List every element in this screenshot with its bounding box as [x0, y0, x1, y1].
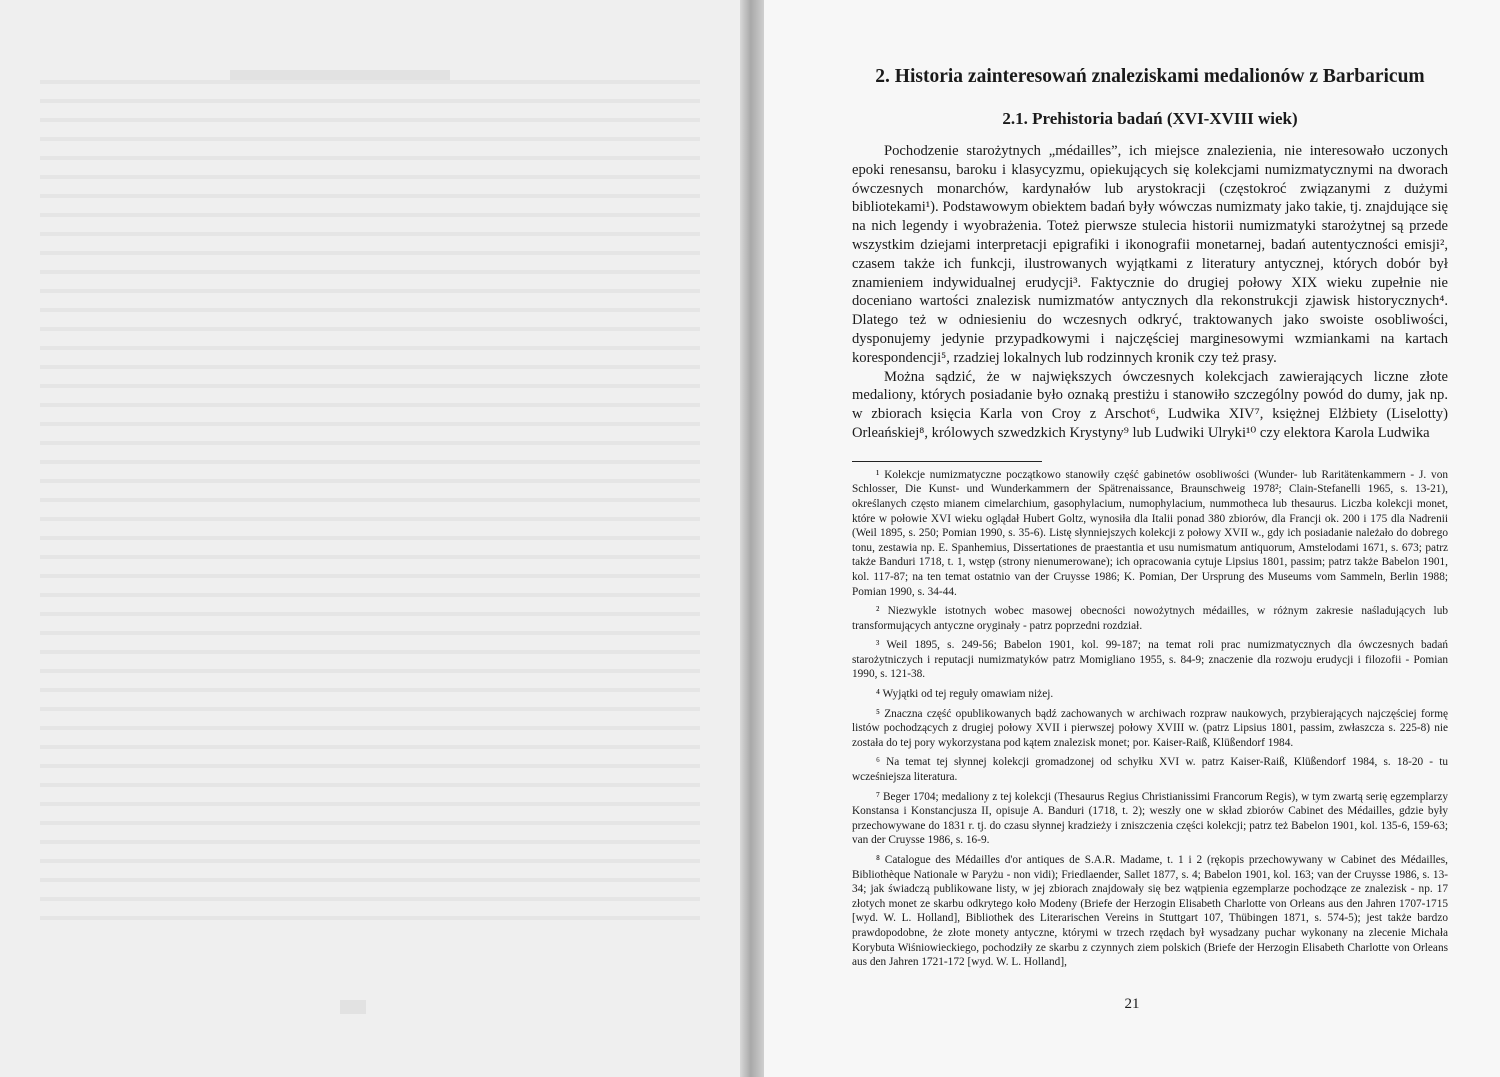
footnote: ⁸ Catalogue des Médailles d'or antiques de S.A.R. Madame, t. 1 i 2 (rękopis przechowywany w Cabinet des Médailles, Bibliothèque Nationale w Paryżu - non vidi); Friedlaender, Sallet 1877, s. 4; Babelon 1901, kol. 163; van der Cruysse 1986, s. 13-34; jak świadczą publikowane listy, w jej zbiorach znajdowały się bez wątpienia egzemplarze pochodzące ze znalezisk - np. 17 złotych monet ze skarbu odkrytego koło Modeny (Briefe der Herzogin Elisabeth Charlotte von Orleans aus den Jahren 1707-1715 [wyd. W. L. Holland], Bibliothek des Literarischen Vereins in Stuttgart 107, Thübingen 1871, s. 574-5); jest także bardzo prawdopodobne, że złote monety antyczne, którymi w trzech rzędach był wysadzany puchar wykonany na zlecenie Michała Korybuta Wiśniowieckiego, pochodziły ze skarbu z czynnych ziem polskich (Briefe der Herzogin Elisabeth Charlotte von Orleans aus den Jahren 1721-172 [wyd. W. L. Holland],	[852, 854, 1448, 969]
body-paragraph: Pochodzenie starożytnych „médailles”, ich miejsce znalezienia, nie interesowało uczonych epoki renesansu, baroku i klasycyzmu, opiekujących się kolekcjami numizmatycznymi na dworach ówczesnych monarchów, kardynałów lub arystokracji (częstokroć związanymi z dużymi bibliotekami¹). Podstawowym obiektem badań były wówczas numizmaty jako takie, tj. znajdujące się na nich legendy i wyobrażenia. Toteż pierwsze stulecia historii numizmatyki starożytnej są przede wszystkim dziejami interpretacji epigrafiki i ikonografii monetarnej, badań autentyczności emisji², czasem także ich funkcji, ilustrowanych wyjątkami z literatury antycznej, których dobór był znamieniem indywidualnej erudycji³. Faktycznie do drugiej połowy XIX wieku zupełnie nie doceniano wartości znalezisk numizmatów antycznych dla rekonstrukcji zjawisk historycznych⁴. Dlatego też w odniesieniu do wczesnych odkryć, traktowanych jako swoiste osobliwości, dysponujemy jedynie przypadkowymi i najczęściej marginesowymi wzmiankami na kartach korespondencji⁵, rzadziej lokalnych lub rodzinnych kronik czy też prasy.	[852, 143, 1448, 366]
left-page-blank	[0, 0, 748, 1077]
left-page-bleedthrough-text	[40, 70, 700, 930]
footnote: ³ Weil 1895, s. 249-56; Babelon 1901, kol. 99-187; na temat roli prac numizmatycznych dla ówczesnych badań starożytniczych i reputacji numizmatyków patrz Momigliano 1955, s. 84-9; znaczenie dla rozwoju erudycji i filozofii - Pomian 1990, s. 121-38.	[852, 639, 1448, 681]
body-text	[852, 142, 1448, 443]
page-number: 21	[1124, 996, 1140, 1012]
footnote: ¹ Kolekcje numizmatyczne początkowo stanowiły część gabinetów osobliwości (Wunder- lub Raritätenkammern - J. von Schlosser, Die Kunst- und Wunderkammern der Spätrenaissance, Braunschweig 1978²; Clain-Stefanelli 1965, s. 13-21), określanych często mianem cimelarchium, gasophylacium, numophylacium, nummotheca lub thesaurus. Liczba kolekcji monet, które w połowie XVI wieku oglądał Hubert Goltz, wynosiła dla Italii ponad 380 zbiorów, dla Francji ok. 200 i 175 dla Nadrenii (Weil 1895, s. 250; Pomian 1990, s. 35-6). Listę słynniejszych kolekcji z połowy XVII w., gdy ich posiadanie należało do dobrego tonu, zestawia np. E. Spanhemius, Dissertationes de praestantia et usu numismatum antiquorum, Amstelodami 1671, s. 673; patrz także Banduri 1718, t. 1, wstęp (strony nienumerowane); ich opracowania cytuje Lipsius 1801, passim; patrz także Babelon 1901, kol. 117-87; na ten temat ostatnio van der Cruysse 1986; K. Pomian, Der Ursprung des Museums vom Sammeln, Berlin 1988; Pomian 1990, s. 34-44.	[852, 468, 1448, 598]
footnote: ⁶ Na temat tej słynnej kolekcji gromadzonej od schyłku XVI w. patrz Kaiser-Raiß, Klüßendorf 1984, s. 18-20 - tu wcześniejsza literatura.	[852, 756, 1448, 784]
footnote: ² Niezwykle istotnych wobec masowej obecności nowożytnych médailles, w różnym zakresie naśladujących lub transformujących antyczne oryginały - patrz poprzedni rozdział.	[852, 605, 1448, 632]
footnote: ⁷ Beger 1704; medaliony z tej kolekcji (Thesaurus Regius Christianissimi Francorum Regis), w tym zwartą serię egzemplarzy Konstansa i Konstancjusza II, opisuje A. Banduri (1718, t. 2); weszły one w skład zbiorów Cabinet des Médailles, gdzie były przechowywane do 1831 r. tj. do czasu słynnej kradzieży i zniszczenia części kolekcji; patrz też Babelon 1901, kol. 135-6, 159-63; van der Cruysse 1986, s. 16-9.	[852, 790, 1448, 847]
body-paragraph: Można sądzić, że w największych ówczesnych kolekcjach zawierających liczne złote medaliony, których posiadanie było oznaką prestiżu i stanowiło szczególny powód do dumy, jak np. w zbiorach księcia Karla von Croy z Arschot⁶, Ludwika XIV⁷, księżnej Elżbiety (Liselotty) Orleańskiej⁸, królowych szwedzkich Krystyny⁹ lub Ludwiki Ulryki¹⁰ czy elektora Karola Ludwika	[852, 368, 1448, 441]
page-content	[852, 64, 1448, 975]
footnote: ⁵ Znaczna część opublikowanych bądź zachowanych w archiwach rozpraw naukowych, przybierających najczęściej formę listów pochodzących z drugiej połowy XVII i pierwszej połowy XVIII w. (patrz Lipsius 1801, passim, zwłaszcza s. 225-8) nie została do tej pory wykorzystana pod kątem znalezisk monet; por. Kaiser-Raiß, Klüßendorf 1984.	[852, 707, 1448, 749]
footnote-separator	[852, 461, 1042, 462]
chapter-title: 2. Historia zainteresowań znaleziskami medalionów z Barbaricum	[875, 66, 1425, 87]
book-gutter	[740, 0, 764, 1077]
right-page	[764, 0, 1500, 1077]
footnote: ⁴ Wyjątki od tej reguły omawiam niżej.	[876, 688, 1054, 701]
left-page-bleedthrough-number	[340, 1000, 366, 1014]
footnotes	[852, 468, 1448, 970]
section-title: 2.1. Prehistoria badań (XVI-XVIII wiek)	[1002, 109, 1298, 128]
